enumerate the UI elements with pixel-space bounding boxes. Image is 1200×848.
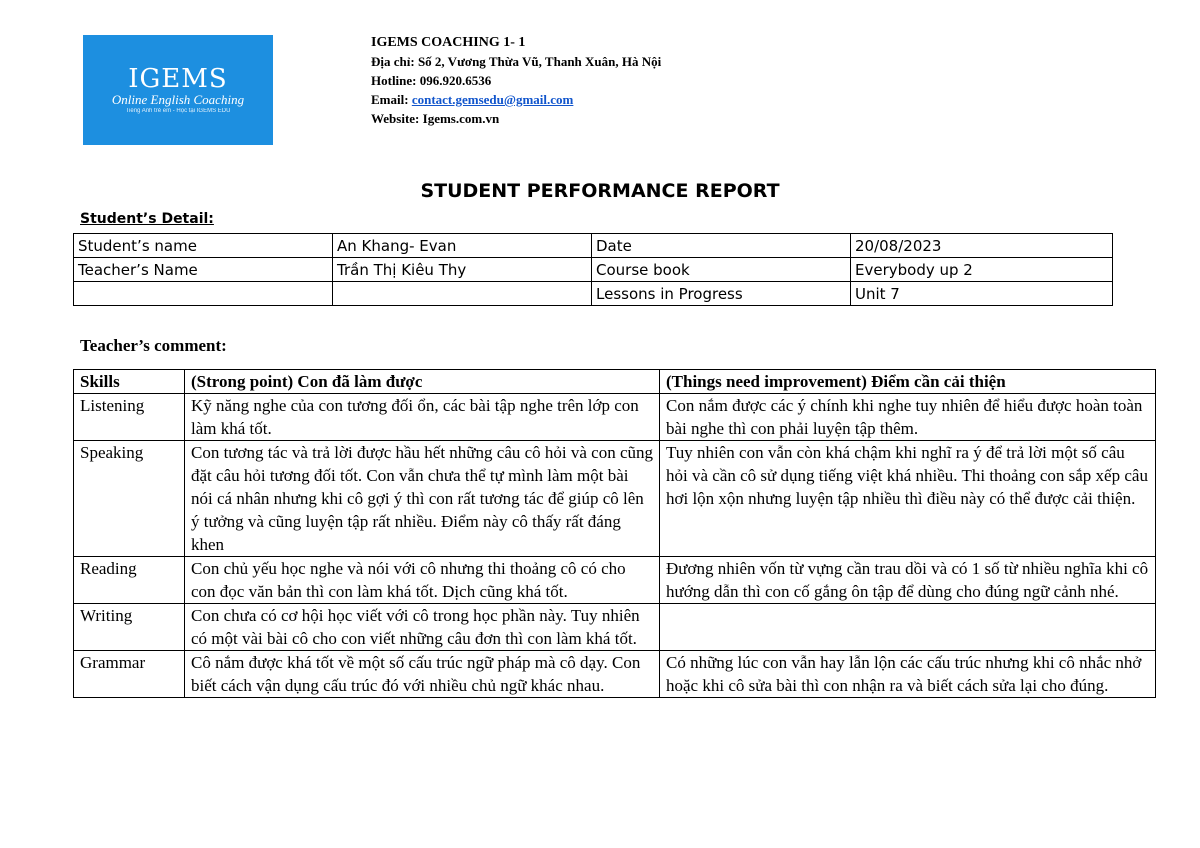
report-title: STUDENT PERFORMANCE REPORT <box>420 180 780 202</box>
table-cell <box>333 282 592 306</box>
table-cell: Lessons in Progress <box>592 282 851 306</box>
table-row <box>74 394 1156 441</box>
table-cell: Teacher’s Name <box>74 258 333 282</box>
email-line <box>371 90 661 109</box>
skill-name: Reading <box>74 557 185 604</box>
table-header-row <box>74 370 1156 394</box>
improvement-text <box>660 604 1156 651</box>
table-cell: Unit 7 <box>851 282 1113 306</box>
strong-point-text: Kỹ năng nghe của con tương đối ổn, các bài tập nghe trên lớp con làm khá tốt. <box>185 394 660 441</box>
igems-logo <box>83 35 273 145</box>
table-cell: 20/08/2023 <box>851 234 1113 258</box>
strong-point-text: Con tương tác và trả lời được hầu hết những câu cô hỏi và con cũng đặt câu hỏi tương đối tốt. Con vẫn chưa thể tự mình làm một bài nói cá nhân nhưng khi cô gợi ý thì con rất tương tác để giúp cô lên ý tưởng và cũng luyện tập rất nhiều. Điểm này cô thấy rất đáng khen <box>185 441 660 557</box>
column-header-improvement: (Things need improvement) Điểm cần cải thiện <box>660 370 1156 394</box>
logo-name: IGEMS <box>128 63 228 94</box>
table-cell: Student’s name <box>74 234 333 258</box>
student-details-table <box>73 233 1113 306</box>
email-label: Email: <box>371 92 412 107</box>
improvement-text: Đương nhiên vốn từ vựng cần trau dồi và có 1 số từ nhiều nghĩa khi cô hướng dẫn thì con cố gắng ôn tập để dùng cho đúng ngữ cảnh nhé. <box>660 557 1156 604</box>
column-header-skills: Skills <box>74 370 185 394</box>
organization-name: IGEMS COACHING 1- 1 <box>371 35 526 50</box>
improvement-text: Có những lúc con vẫn hay lẫn lộn các cấu trúc nhưng khi cô nhắc nhở hoặc khi cô sửa bài thì con nhận ra và biết cách sửa lại cho đúng. <box>660 651 1156 698</box>
logo-tagline: Online English Coaching <box>111 91 245 107</box>
table-cell: Trần Thị Kiêu Thy <box>333 258 592 282</box>
strong-point-text: Con chủ yếu học nghe và nói với cô nhưng thi thoảng cô có cho con đọc văn bản thì con làm khá tốt. Dịch cũng khá tốt. <box>185 557 660 604</box>
address-line: Địa chỉ: Số 2, Vương Thừa Vũ, Thanh Xuân, Hà Nội <box>371 54 662 69</box>
organization-info <box>371 33 661 128</box>
skill-name: Speaking <box>74 441 185 557</box>
email-link[interactable]: contact.gemsedu@gmail.com <box>411 92 574 107</box>
table-cell: Course book <box>592 258 851 282</box>
table-cell: An Khang- Evan <box>333 234 592 258</box>
table-row <box>74 604 1156 651</box>
table-row <box>74 258 1113 282</box>
table-row <box>74 651 1156 698</box>
website-line: Website: Igems.com.vn <box>371 111 500 126</box>
strong-point-text: Con chưa có cơ hội học viết với cô trong học phần này. Tuy nhiên có một vài bài cô cho con viết những câu đơn thì con làm khá tốt. <box>185 604 660 651</box>
table-cell <box>74 282 333 306</box>
table-row <box>74 441 1156 557</box>
hotline-line: Hotline: 096.920.6536 <box>371 73 492 88</box>
skills-comment-table <box>73 369 1156 698</box>
table-cell: Everybody up 2 <box>851 258 1113 282</box>
table-cell: Date <box>592 234 851 258</box>
logo-subtext: Tiếng Anh trẻ em - Học tại IGEMS EDU <box>125 107 231 114</box>
skill-name: Grammar <box>74 651 185 698</box>
teacher-comment-heading: Teacher’s comment: <box>80 336 227 355</box>
skill-name: Writing <box>74 604 185 651</box>
table-row <box>74 557 1156 604</box>
improvement-text: Tuy nhiên con vẫn còn khá chậm khi nghĩ ra ý để trả lời một số câu hỏi và cần cô sử dụng tiếng việt khá nhiều. Thi thoảng con sắp xếp câu hơi lộn xộn nhưng luyện tập nhiều thì điều này có thể được cải thiện. <box>660 441 1156 557</box>
strong-point-text: Cô nắm được khá tốt về một số cấu trúc ngữ pháp mà cô dạy. Con biết cách vận dụng cấu trúc đó với nhiều chủ ngữ khác nhau. <box>185 651 660 698</box>
table-row <box>74 234 1113 258</box>
column-header-strong-point: (Strong point) Con đã làm được <box>185 370 660 394</box>
student-detail-heading: Student’s Detail: <box>80 211 214 227</box>
improvement-text: Con nắm được các ý chính khi nghe tuy nhiên để hiểu được hoàn toàn bài nghe thì con phải luyện tập thêm. <box>660 394 1156 441</box>
table-row <box>74 282 1113 306</box>
skill-name: Listening <box>74 394 185 441</box>
